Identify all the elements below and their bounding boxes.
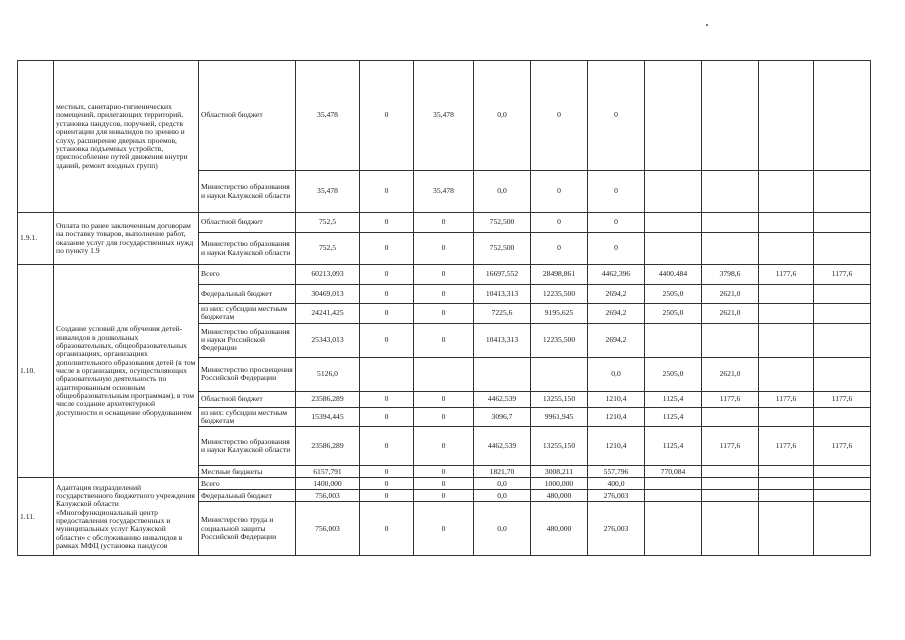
- amount-cell: 7225,6: [474, 304, 531, 324]
- amount-cell: [759, 233, 814, 265]
- amount-cell: 5126,0: [296, 357, 360, 391]
- amount-cell: 0: [414, 407, 474, 427]
- amount-cell: 28498,861: [531, 265, 588, 285]
- amount-cell: 0: [588, 213, 645, 233]
- budget-table: [17, 60, 871, 556]
- amount-cell: 2621,0: [702, 304, 759, 324]
- amount-cell: [814, 213, 871, 233]
- amount-cell: [759, 407, 814, 427]
- amount-cell: [814, 478, 871, 490]
- amount-cell: [645, 171, 702, 213]
- amount-cell: 0: [531, 233, 588, 265]
- amount-cell: [702, 323, 759, 357]
- amount-cell: 1000,000: [531, 478, 588, 490]
- amount-cell: 35,478: [414, 171, 474, 213]
- amount-cell: 0: [588, 233, 645, 265]
- amount-cell: 35,478: [414, 61, 474, 171]
- amount-cell: 0: [360, 502, 414, 556]
- amount-cell: 23586,289: [296, 391, 360, 407]
- amount-cell: 756,003: [296, 490, 360, 502]
- amount-cell: 0: [360, 490, 414, 502]
- amount-cell: 0: [414, 502, 474, 556]
- amount-cell: [414, 357, 474, 391]
- amount-cell: 1177,6: [702, 427, 759, 466]
- amount-cell: 13255,150: [531, 427, 588, 466]
- amount-cell: 0: [360, 171, 414, 213]
- amount-cell: 3008,211: [531, 466, 588, 478]
- amount-cell: 12235,500: [531, 285, 588, 304]
- amount-cell: 1177,6: [702, 391, 759, 407]
- funding-source: Министерство просвещения Российской Федерации: [199, 357, 296, 391]
- amount-cell: 0: [414, 478, 474, 490]
- amount-cell: 0: [360, 213, 414, 233]
- amount-cell: [645, 233, 702, 265]
- table-row: [18, 213, 871, 233]
- amount-cell: [814, 61, 871, 171]
- amount-cell: 6157,791: [296, 466, 360, 478]
- amount-cell: 35,478: [296, 171, 360, 213]
- measure-description: Оплата по ранее заключенным договорам на поставку товаров, выполнение работ, оказание услуг для государственных нужд по пункту 1.9: [54, 213, 199, 265]
- measure-description: местных, санитарно-гигиенических помещений, прилегающих территорий, установка пандусов, поручней, средств ориентации для инвалидов по зрению и слуху, расширение дверных проемов, установка подъемных устройств, приспособление путей движения внутри зданий, ремонт входных групп): [54, 61, 199, 213]
- amount-cell: [645, 502, 702, 556]
- funding-source: Федеральный бюджет: [199, 285, 296, 304]
- amount-cell: 1400,000: [296, 478, 360, 490]
- amount-cell: [759, 171, 814, 213]
- amount-cell: 4400,484: [645, 265, 702, 285]
- amount-cell: [645, 490, 702, 502]
- scan-speck: [706, 24, 708, 26]
- amount-cell: [759, 304, 814, 324]
- amount-cell: 15394,445: [296, 407, 360, 427]
- amount-cell: 557,796: [588, 466, 645, 478]
- amount-cell: 0: [360, 427, 414, 466]
- measure-description: Адаптация подразделений государственного бюджетного учреждения Калужской области «Многофункциональный центр предоставления государственных и муниципальных услуг Калужской области» с обслуживанию инвалидов в рамках МФЦ (установка пандусов: [54, 478, 199, 556]
- amount-cell: [702, 490, 759, 502]
- funding-source: из них: субсидии местным бюджетам: [199, 407, 296, 427]
- table-row: [18, 61, 871, 171]
- amount-cell: 0: [360, 61, 414, 171]
- amount-cell: [814, 285, 871, 304]
- item-number: 1.10.: [18, 265, 54, 478]
- amount-cell: 2505,0: [645, 304, 702, 324]
- amount-cell: 2694,2: [588, 323, 645, 357]
- funding-source: Областной бюджет: [199, 61, 296, 171]
- amount-cell: 30469,013: [296, 285, 360, 304]
- amount-cell: 1125,4: [645, 427, 702, 466]
- amount-cell: [474, 357, 531, 391]
- amount-cell: 756,003: [296, 502, 360, 556]
- amount-cell: 0: [360, 407, 414, 427]
- table-row: [18, 478, 871, 490]
- amount-cell: 0,0: [474, 478, 531, 490]
- amount-cell: 24241,425: [296, 304, 360, 324]
- funding-source: Всего: [199, 265, 296, 285]
- amount-cell: 752,5: [296, 213, 360, 233]
- amount-cell: 752,500: [474, 233, 531, 265]
- funding-source: Министерство образования и науки Калужской области: [199, 427, 296, 466]
- amount-cell: 770,084: [645, 466, 702, 478]
- amount-cell: 0: [414, 265, 474, 285]
- budget-table-page: [17, 60, 871, 556]
- funding-source: Министерство образования и науки Калужской области: [199, 233, 296, 265]
- amount-cell: [814, 304, 871, 324]
- amount-cell: [645, 61, 702, 171]
- amount-cell: 0: [360, 285, 414, 304]
- amount-cell: 0: [360, 466, 414, 478]
- amount-cell: 1177,6: [759, 427, 814, 466]
- amount-cell: 752,500: [474, 213, 531, 233]
- amount-cell: [759, 61, 814, 171]
- amount-cell: 2694,2: [588, 285, 645, 304]
- amount-cell: 0: [414, 304, 474, 324]
- amount-cell: 0: [414, 490, 474, 502]
- amount-cell: 0,0: [588, 357, 645, 391]
- amount-cell: [814, 233, 871, 265]
- amount-cell: 1821,70: [474, 466, 531, 478]
- amount-cell: [702, 171, 759, 213]
- amount-cell: 0: [414, 213, 474, 233]
- amount-cell: [702, 407, 759, 427]
- amount-cell: 1125,4: [645, 407, 702, 427]
- funding-source: Областной бюджет: [199, 391, 296, 407]
- amount-cell: 3096,7: [474, 407, 531, 427]
- amount-cell: 0: [360, 233, 414, 265]
- amount-cell: 752,5: [296, 233, 360, 265]
- amount-cell: 2505,0: [645, 285, 702, 304]
- amount-cell: 1177,6: [814, 391, 871, 407]
- amount-cell: 0: [414, 391, 474, 407]
- item-number: 1.11.: [18, 478, 54, 556]
- amount-cell: 400,0: [588, 478, 645, 490]
- amount-cell: 0: [531, 171, 588, 213]
- amount-cell: 13255,150: [531, 391, 588, 407]
- amount-cell: 2621,0: [702, 285, 759, 304]
- amount-cell: 35,478: [296, 61, 360, 171]
- amount-cell: 1177,6: [759, 391, 814, 407]
- amount-cell: [702, 478, 759, 490]
- amount-cell: 0: [414, 323, 474, 357]
- amount-cell: 23586,289: [296, 427, 360, 466]
- amount-cell: [645, 478, 702, 490]
- amount-cell: 4462,539: [474, 391, 531, 407]
- amount-cell: 0: [360, 304, 414, 324]
- amount-cell: [814, 357, 871, 391]
- funding-source: Федеральный бюджет: [199, 490, 296, 502]
- amount-cell: [531, 357, 588, 391]
- amount-cell: 0: [531, 61, 588, 171]
- amount-cell: [759, 213, 814, 233]
- amount-cell: [702, 233, 759, 265]
- amount-cell: 2505,0: [645, 357, 702, 391]
- funding-source: Министерство образования и науки Калужской области: [199, 171, 296, 213]
- amount-cell: [759, 466, 814, 478]
- funding-source: Всего: [199, 478, 296, 490]
- amount-cell: [814, 490, 871, 502]
- item-number: [18, 61, 54, 213]
- funding-source: из них: субсидии местным бюджетам: [199, 304, 296, 324]
- amount-cell: [645, 213, 702, 233]
- amount-cell: 4462,539: [474, 427, 531, 466]
- amount-cell: 0: [414, 466, 474, 478]
- amount-cell: 0: [360, 478, 414, 490]
- amount-cell: 0: [414, 233, 474, 265]
- amount-cell: [702, 466, 759, 478]
- amount-cell: [814, 323, 871, 357]
- amount-cell: 9195,625: [531, 304, 588, 324]
- amount-cell: 0: [588, 171, 645, 213]
- amount-cell: [759, 478, 814, 490]
- amount-cell: 0,0: [474, 171, 531, 213]
- amount-cell: 25343,013: [296, 323, 360, 357]
- amount-cell: 276,003: [588, 502, 645, 556]
- amount-cell: [360, 357, 414, 391]
- amount-cell: [814, 171, 871, 213]
- amount-cell: [645, 323, 702, 357]
- amount-cell: 1210,4: [588, 407, 645, 427]
- amount-cell: [759, 490, 814, 502]
- budget-table-body: [18, 61, 871, 556]
- amount-cell: 2621,0: [702, 357, 759, 391]
- amount-cell: [759, 357, 814, 391]
- table-row: [18, 265, 871, 285]
- amount-cell: 0,0: [474, 502, 531, 556]
- amount-cell: 60213,093: [296, 265, 360, 285]
- amount-cell: 1125,4: [645, 391, 702, 407]
- amount-cell: 276,003: [588, 490, 645, 502]
- funding-source: Местные бюджеты: [199, 466, 296, 478]
- measure-description: Создание условий для обучения детей-инвалидов в дошкольных образовательных, общеобразовательных организациях, организациях дополнительного образования детей (в том числе в организациях, осуществляющих образовательную деятельность по адаптированным основным общеобразовательным программам), в том числе создание архитектурной доступности и оснащение оборудованием: [54, 265, 199, 478]
- amount-cell: 1177,6: [759, 265, 814, 285]
- amount-cell: [702, 61, 759, 171]
- amount-cell: 2694,2: [588, 304, 645, 324]
- amount-cell: 12235,500: [531, 323, 588, 357]
- amount-cell: [759, 323, 814, 357]
- amount-cell: 1177,6: [814, 265, 871, 285]
- amount-cell: 0: [414, 427, 474, 466]
- amount-cell: 0,0: [474, 490, 531, 502]
- amount-cell: 480,000: [531, 490, 588, 502]
- amount-cell: 0,0: [474, 61, 531, 171]
- item-number: 1.9.1.: [18, 213, 54, 265]
- amount-cell: 0: [531, 213, 588, 233]
- amount-cell: 1210,4: [588, 427, 645, 466]
- amount-cell: 0: [588, 61, 645, 171]
- amount-cell: 0: [360, 265, 414, 285]
- amount-cell: 0: [360, 323, 414, 357]
- amount-cell: 480,000: [531, 502, 588, 556]
- amount-cell: 9961,945: [531, 407, 588, 427]
- amount-cell: [814, 502, 871, 556]
- amount-cell: 0: [360, 391, 414, 407]
- amount-cell: [702, 502, 759, 556]
- amount-cell: [814, 466, 871, 478]
- amount-cell: 16697,552: [474, 265, 531, 285]
- amount-cell: [814, 407, 871, 427]
- amount-cell: 3798,6: [702, 265, 759, 285]
- amount-cell: [759, 285, 814, 304]
- amount-cell: [702, 213, 759, 233]
- funding-source: Областной бюджет: [199, 213, 296, 233]
- amount-cell: 1210,4: [588, 391, 645, 407]
- amount-cell: 0: [414, 285, 474, 304]
- amount-cell: 4462,396: [588, 265, 645, 285]
- amount-cell: 10413,313: [474, 323, 531, 357]
- amount-cell: 1177,6: [814, 427, 871, 466]
- funding-source: Министерство труда и социальной защиты Российской Федерации: [199, 502, 296, 556]
- amount-cell: [759, 502, 814, 556]
- amount-cell: 10413,313: [474, 285, 531, 304]
- funding-source: Министерство образования и науки Российской Федерации: [199, 323, 296, 357]
